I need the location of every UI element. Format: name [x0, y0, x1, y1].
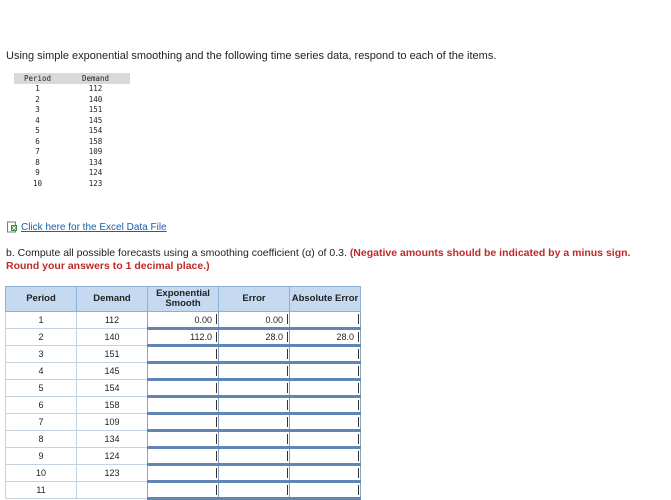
excel-data-link[interactable]: [6, 221, 167, 233]
period-cell: 5: [35, 126, 40, 135]
table-row: [14, 95, 130, 106]
demand-cell: 154: [88, 126, 103, 135]
period-header: Period: [14, 73, 61, 84]
abs-error-input[interactable]: [290, 414, 361, 431]
smooth-input[interactable]: [148, 346, 219, 363]
smooth-input[interactable]: [148, 414, 219, 431]
error-input[interactable]: 0.00: [219, 312, 290, 329]
period-cell: 3: [6, 346, 77, 363]
table-row: [14, 147, 130, 158]
table-row: [14, 158, 130, 169]
demand-cell: 158: [88, 136, 103, 146]
answer-table: [5, 286, 361, 500]
period-cell: 2: [35, 94, 40, 104]
time-series-table: [14, 73, 130, 189]
question-warning: (Negative amounts should be indicated by a minus sign. Round your answers to 1 decimal place.): [6, 247, 631, 272]
period-cell: 8: [6, 431, 77, 448]
demand-cell: 109: [77, 414, 148, 431]
abs-error-input[interactable]: [290, 397, 361, 414]
period-cell: 4: [35, 115, 40, 125]
error-input[interactable]: [219, 431, 290, 448]
period-cell: 3: [35, 105, 40, 114]
period-cell: 9: [35, 168, 40, 177]
demand-cell: 123: [77, 465, 148, 482]
abs-error-input[interactable]: [290, 431, 361, 448]
demand-cell: 123: [88, 178, 103, 188]
demand-cell: 134: [88, 157, 103, 167]
abs-error-input[interactable]: [290, 448, 361, 465]
demand-cell: 112: [88, 84, 103, 93]
table-row: [14, 137, 130, 148]
demand-cell: 124: [88, 168, 103, 177]
demand-cell: [77, 482, 148, 499]
col-error-header: Error: [219, 287, 290, 312]
error-input[interactable]: 28.0: [219, 329, 290, 346]
demand-cell: 140: [88, 94, 103, 104]
abs-error-input[interactable]: [290, 482, 361, 499]
smooth-input[interactable]: 112.0: [148, 329, 219, 346]
abs-error-input[interactable]: 28.0: [290, 329, 361, 346]
document-icon: [6, 221, 18, 233]
period-cell: 5: [6, 380, 77, 397]
table-row: [6, 329, 361, 346]
demand-cell: 145: [77, 363, 148, 380]
abs-error-input[interactable]: [290, 465, 361, 482]
error-input[interactable]: [219, 482, 290, 499]
table-row: [14, 116, 130, 127]
period-cell: 1: [35, 84, 40, 93]
col-smooth-header: Exponential Smooth: [148, 287, 219, 312]
table-row: [14, 126, 130, 137]
demand-cell: 134: [77, 431, 148, 448]
error-input[interactable]: [219, 363, 290, 380]
table-row: [6, 448, 361, 465]
period-cell: 9: [6, 448, 77, 465]
demand-cell: 154: [77, 380, 148, 397]
abs-error-input[interactable]: [290, 346, 361, 363]
error-input[interactable]: [219, 414, 290, 431]
period-cell: 8: [35, 157, 40, 167]
period-cell: 7: [6, 414, 77, 431]
error-input[interactable]: [219, 346, 290, 363]
smooth-input[interactable]: [148, 380, 219, 397]
table-row: [6, 380, 361, 397]
abs-error-input[interactable]: [290, 363, 361, 380]
table-row: [14, 179, 130, 190]
table-row: [6, 414, 361, 431]
error-input[interactable]: [219, 397, 290, 414]
error-input[interactable]: [219, 380, 290, 397]
question-text: b. Compute all possible forecasts using a smoothing coefficient (α) of 0.3.: [6, 247, 350, 259]
demand-cell: 124: [77, 448, 148, 465]
table-row: [6, 346, 361, 363]
period-cell: 2: [6, 329, 77, 346]
table-row: [6, 363, 361, 380]
table-row: [6, 312, 361, 329]
demand-cell: 151: [88, 105, 103, 114]
table-row: [14, 105, 130, 116]
smooth-input[interactable]: [148, 431, 219, 448]
error-input[interactable]: [219, 465, 290, 482]
col-period-header: Period: [6, 287, 77, 312]
col-abs-error-header: Absolute Error: [290, 287, 361, 312]
period-cell: 4: [6, 363, 77, 380]
abs-error-input[interactable]: [290, 312, 361, 329]
period-cell: 10: [32, 178, 43, 188]
period-cell: 6: [35, 136, 40, 146]
demand-cell: 109: [88, 147, 103, 156]
demand-cell: 112: [77, 312, 148, 329]
period-cell: 6: [6, 397, 77, 414]
excel-link-label[interactable]: Click here for the Excel Data File: [21, 221, 167, 233]
smooth-input[interactable]: [148, 363, 219, 380]
smooth-input[interactable]: [148, 465, 219, 482]
abs-error-input[interactable]: [290, 380, 361, 397]
smooth-input[interactable]: 0.00: [148, 312, 219, 329]
smooth-input[interactable]: [148, 397, 219, 414]
demand-cell: 145: [88, 115, 103, 125]
table-row: [6, 431, 361, 448]
period-cell: 1: [6, 312, 77, 329]
table-row: [6, 465, 361, 482]
table-row: [6, 397, 361, 414]
table-row: [6, 482, 361, 499]
table-row: [14, 84, 130, 95]
smooth-input[interactable]: [148, 482, 219, 499]
col-demand-header: Demand: [77, 287, 148, 312]
period-cell: 10: [6, 465, 77, 482]
demand-cell: 151: [77, 346, 148, 363]
table-row: [14, 168, 130, 179]
smooth-input[interactable]: [148, 448, 219, 465]
demand-header: Demand: [61, 73, 130, 84]
error-input[interactable]: [219, 448, 290, 465]
period-cell: 7: [35, 147, 40, 156]
period-cell: 11: [6, 482, 77, 499]
intro-text: Using simple exponential smoothing and the following time series data, respond to each of the items.: [6, 50, 497, 62]
demand-cell: 140: [77, 329, 148, 346]
question-b: [6, 247, 666, 273]
demand-cell: 158: [77, 397, 148, 414]
